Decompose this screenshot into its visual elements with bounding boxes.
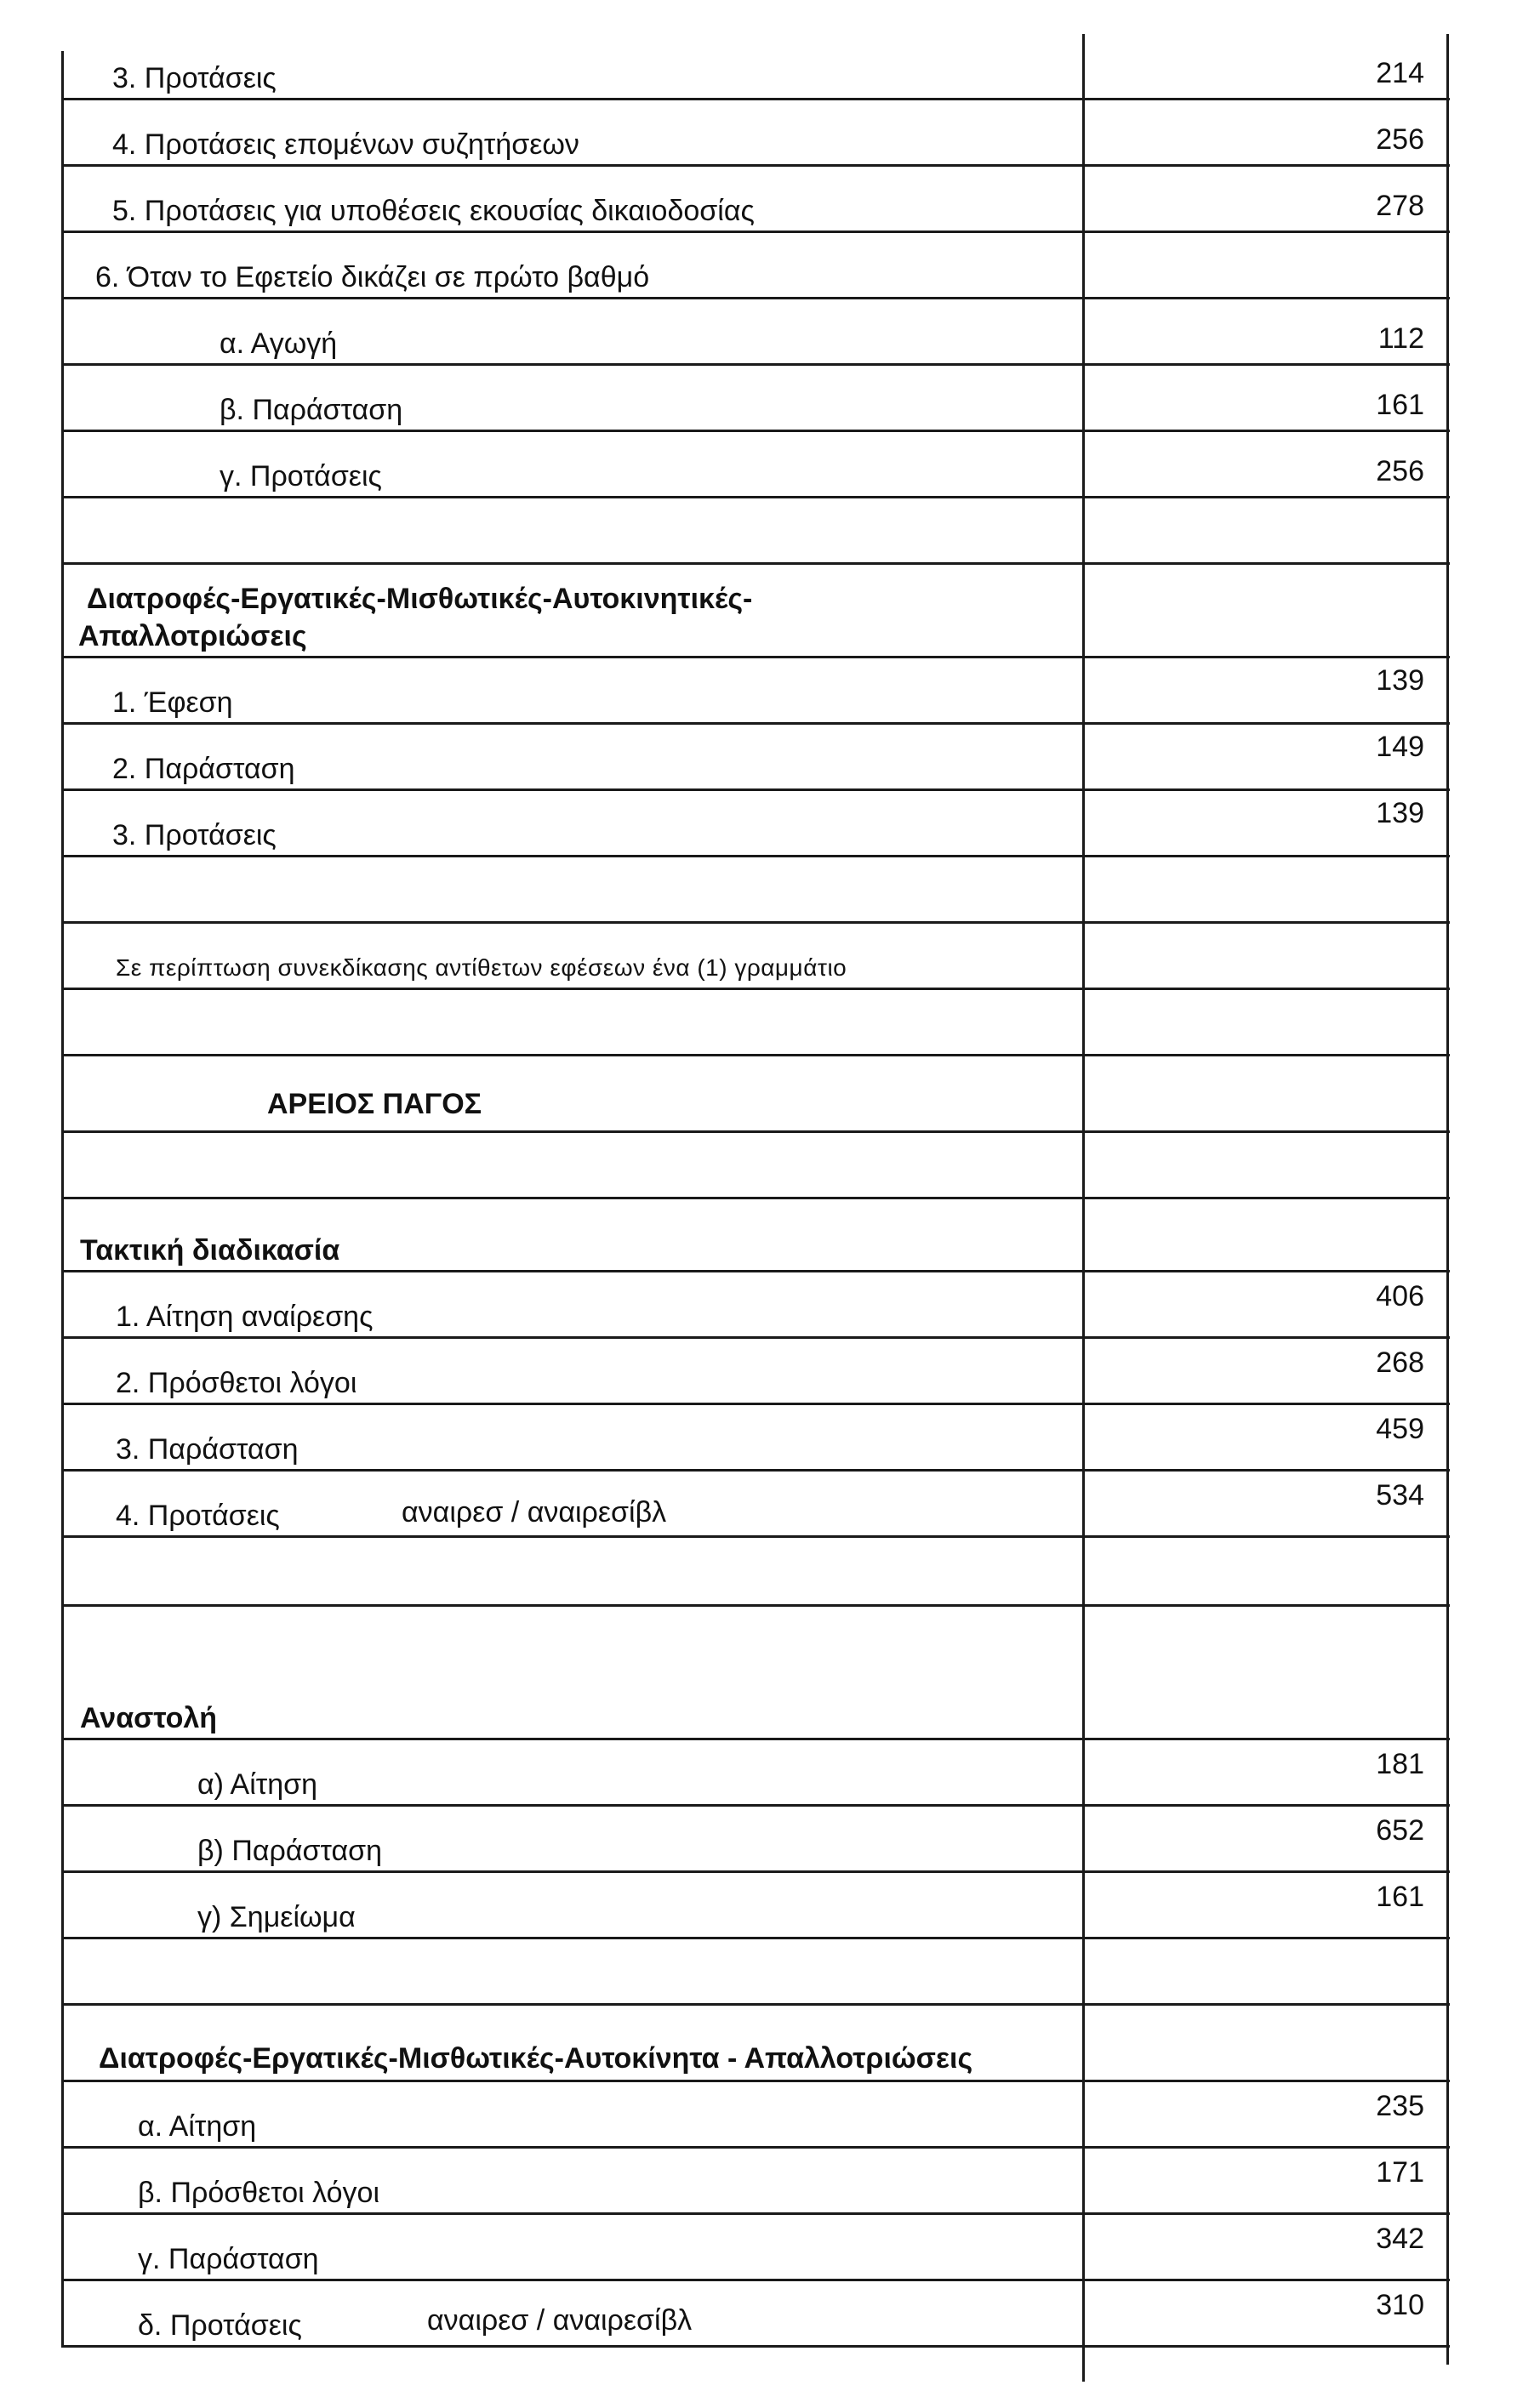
row-label: δ. Προτάσεις	[138, 2309, 302, 2342]
table-row	[61, 1538, 1450, 1665]
row-label: β. Παράσταση	[220, 394, 403, 426]
row-value: 235	[1376, 2090, 1424, 2122]
table-row	[61, 2215, 1450, 2281]
table-row	[61, 990, 1450, 1056]
row-value: 139	[1376, 664, 1424, 697]
table-row	[61, 1740, 1450, 1807]
row-value: 112	[1377, 322, 1424, 355]
row-value: 459	[1376, 1413, 1424, 1445]
row-value: 534	[1376, 1479, 1424, 1511]
row-rule	[61, 2345, 1450, 2348]
row-value: 161	[1376, 1881, 1424, 1913]
table-row	[61, 1472, 1450, 1538]
section-heading: Διατροφές-Εργατικές-Μισθωτικές-Αυτοκινητικές-	[87, 583, 753, 615]
row-value: 171	[1376, 2156, 1424, 2189]
table-row	[61, 1807, 1450, 1873]
table-row	[61, 725, 1450, 791]
row-value: 139	[1376, 797, 1424, 829]
table-row	[61, 2281, 1450, 2348]
row-label: 4. Προτάσεις	[116, 1500, 280, 1532]
table-row	[61, 1339, 1450, 1405]
row-value: 214	[1376, 57, 1424, 89]
row-value: 256	[1376, 123, 1424, 156]
table-row	[61, 1199, 1450, 1272]
row-value: 652	[1376, 1814, 1424, 1847]
section-heading: Τακτική διαδικασία	[80, 1234, 340, 1267]
row-label: γ) Σημείωμα	[197, 1901, 356, 1933]
table-row	[61, 167, 1450, 233]
table-row	[61, 1665, 1450, 1740]
row-label: α. Αγωγή	[220, 327, 338, 360]
section-heading: Διατροφές-Εργατικές-Μισθωτικές-Αυτοκίνητα - Απαλλοτριώσεις	[99, 2042, 973, 2075]
court-heading: ΑΡΕΙΟΣ ΠΑΓΟΣ	[267, 1088, 482, 1120]
row-value: 256	[1376, 455, 1424, 487]
row-rule	[61, 1604, 1450, 1607]
table-row	[61, 565, 1450, 658]
row-value: 342	[1376, 2223, 1424, 2255]
row-label: α) Αίτηση	[197, 1768, 318, 1801]
row-label: β. Πρόσθετοι λόγοι	[138, 2177, 380, 2209]
table-row	[61, 299, 1450, 366]
section-heading: Αναστολή	[80, 1702, 218, 1734]
row-value: 406	[1376, 1280, 1424, 1312]
row-label: α. Αίτηση	[138, 2110, 257, 2143]
row-value: 268	[1376, 1346, 1424, 1379]
row-label-extra: αναιρεσ / αναιρεσίβλ	[427, 2304, 693, 2337]
row-label: 3. Προτάσεις	[112, 62, 277, 94]
table-row	[61, 498, 1450, 565]
row-label: 1. Αίτηση αναίρεσης	[116, 1301, 374, 1333]
row-label: γ. Προτάσεις	[220, 460, 382, 492]
row-label: β) Παράσταση	[197, 1835, 383, 1867]
row-value: 149	[1376, 731, 1424, 763]
row-label: 2. Παράσταση	[112, 753, 295, 785]
table-row	[61, 2006, 1450, 2082]
table-row	[61, 100, 1450, 167]
row-label: 3. Προτάσεις	[112, 819, 277, 851]
table-row	[61, 366, 1450, 432]
table-row	[61, 658, 1450, 725]
row-value: 310	[1376, 2289, 1424, 2321]
table-row	[61, 1272, 1450, 1339]
section-heading-continued: Απαλλοτριώσεις	[78, 620, 307, 652]
row-value: 181	[1376, 1748, 1424, 1780]
table-row	[61, 1056, 1450, 1133]
row-label-extra: αναιρεσ / αναιρεσίβλ	[402, 1496, 667, 1528]
row-label: 4. Προτάσεις επομένων συζητήσεων	[112, 128, 579, 161]
row-label: γ. Παράσταση	[138, 2243, 319, 2275]
table-row	[61, 432, 1450, 498]
row-label: 5. Προτάσεις για υποθέσεις εκουσίας δικαιοδοσίας	[112, 195, 755, 227]
table-row	[61, 1133, 1450, 1199]
table-row	[61, 857, 1450, 924]
table-row	[61, 1873, 1450, 1939]
row-label: 2. Πρόσθετοι λόγοι	[116, 1367, 357, 1399]
row-label: 3. Παράσταση	[116, 1433, 299, 1466]
row-value: 161	[1376, 389, 1424, 421]
table-row	[61, 1939, 1450, 2006]
note-text: Σε περίπτωση συνεκδίκασης αντίθετων εφέσεων ένα (1) γραμμάτιο	[116, 954, 847, 981]
table-row	[61, 2082, 1450, 2149]
row-value: 278	[1376, 190, 1424, 222]
row-label: 1. Έφεση	[112, 686, 233, 719]
table-row	[61, 1405, 1450, 1472]
row-label: 6. Όταν το Εφετείο δικάζει σε πρώτο βαθμό	[95, 261, 650, 293]
table-row	[61, 791, 1450, 857]
table-row	[61, 34, 1450, 100]
table-row	[61, 2149, 1450, 2215]
table-row	[61, 924, 1450, 990]
table-row	[61, 233, 1450, 299]
